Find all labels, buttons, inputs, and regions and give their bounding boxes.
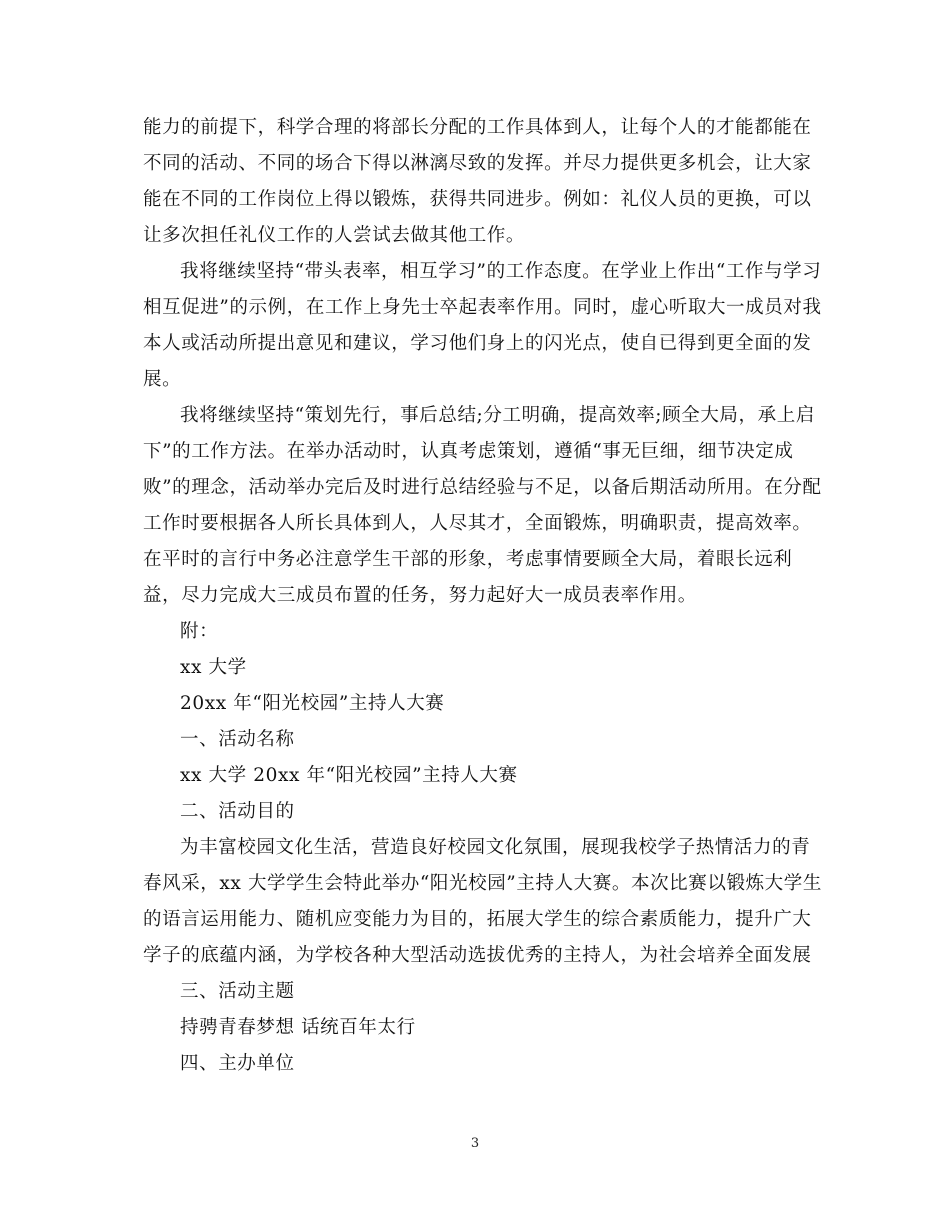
appendix-label: 附： [180,621,219,642]
text-line: 的语言运用能力、随机应变能力为目的，拓展大学生的综合素质能力，提升广大 [143,909,812,930]
document-body [143,110,822,1082]
university-name: xx 大学 [180,657,247,678]
text-line: 在平时的言行中务必注意学生干部的形象，考虑事情要顾全大局，着眼长远利 [143,549,793,570]
text-line: 春风采，xx 大学学生会特此举办“阳光校园”主持人大赛。本次比赛以锻炼大学生 [143,873,822,894]
text-line: 工作时要根据各人所长具体到人，人尽其才，全面锻炼，明确职责，提高效率。 [143,513,812,534]
text-line: 为丰富校园文化生活，营造良好校园文化氛围，展现我校学子热情活力的青 [180,837,811,858]
page-number: 3 [470,1136,480,1151]
text-line: 学子的底蕴内涵，为学校各种大型活动选拔优秀的主持人，为社会培养全面发展 [143,945,812,966]
section-heading: 二、活动目的 [180,801,295,822]
section-heading: 一、活动名称 [180,729,295,750]
text-line: 我将继续坚持“策划先行，事后总结;分工明确，提高效率;顾全大局，承上启 [180,405,815,426]
text-line: 败”的理念，活动举办完后及时进行总结经验与不足，以备后期活动所用。在分配 [143,477,822,498]
section-heading: 四、主办单位 [180,1053,295,1074]
text-line: 相互促进”的示例，在工作上身先士卒起表率作用。同时，虚心听取大一成员对我 [143,297,822,318]
text-line: 本人或活动所提出意见和建议，学习他们身上的闪光点，使自已得到更全面的发 [143,333,812,354]
paragraph [143,110,812,254]
activity-name: xx 大学 20xx 年“阳光校园”主持人大赛 [180,765,518,786]
text-line: 不同的活动、不同的场合下得以淋漓尽致的发挥。并尽力提供更多机会，让大家 [143,153,812,174]
text-line: 展。 [143,369,182,390]
event-title: 20xx 年“阳光校园”主持人大赛 [180,693,445,714]
section-heading: 三、活动主题 [180,981,295,1002]
text-line: 能在不同的工作岗位上得以锻炼，获得共同进步。例如：礼仪人员的更换，可以 [143,189,812,210]
paragraph [143,254,822,398]
activity-theme: 持骋青春梦想 话统百年太行 [180,1017,416,1038]
paragraph [143,830,822,974]
paragraph [143,398,822,614]
text-line: 我将继续坚持“带头表率，相互学习”的工作态度。在学业上作出“工作与学习 [180,261,822,282]
text-line: 下”的工作方法。在举办活动时，认真考虑策划，遵循“事无巨细，细节决定成 [143,441,794,462]
text-line: 能力的前提下，科学合理的将部长分配的工作具体到人，让每个人的才能都能在 [143,117,812,138]
text-line: 让多次担任礼仪工作的人尝试去做其他工作。 [143,225,526,246]
text-line: 益，尽力完成大三成员布置的任务，努力起好大一成员表率作用。 [143,585,697,606]
